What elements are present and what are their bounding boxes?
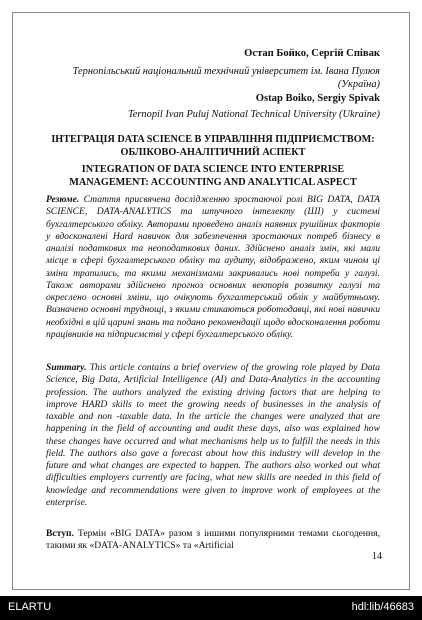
abstract-ukrainian-lead: Резюме.	[46, 194, 80, 205]
authors-english: Ostap Boiko, Sergiy Spivak	[255, 93, 380, 104]
introduction-paragraph	[46, 528, 380, 553]
introduction-lead: Вступ.	[46, 528, 74, 539]
page-number: 14	[372, 551, 382, 562]
article-title-english: INTEGRATION OF DATA SCIENCE INTO ENTERPRISE MANAGEMENT: ACCOUNTING AND ANALYTICAL ASPECT	[69, 164, 357, 188]
repository-footer-bar	[0, 596, 422, 620]
article-title-ukrainian: ІНТЕГРАЦІЯ DATA SCIENCE В УПРАВЛІННЯ ПІДПРИЄМСТВОМ: ОБЛІКОВО-АНАЛІТИЧНИЙ АСПЕКТ	[51, 134, 375, 158]
abstract-english-text: This article contains a brief overview of the growing role played by Data Science, Big Data, Artificial Intelligence (AI) and Data-Analytics in the accounting profession. The authors analyzed the existing driving factors that are helping to improve HARD skills to meet the growing needs of businesses in the analysis of taxable and non -taxable data. In the article the changes were analyzed that are happening in the field of accounting and audit these days, also was explained how these changes have occurred and what mechanisms help us to fulfill the needs in this field. The authors also gave a forecast about how this industry will develop in the future and what changes are expected to happen. The authors also worked out what difficulties employers currently are facing, what new skills are needed in this field of knowledge and recommendations were given to improve work of employees at the enterprise.	[46, 362, 380, 508]
abstract-english	[46, 362, 380, 509]
abstract-ukrainian-text: Стаття присвячена дослідженню зростаючої ролі BIG DATA, DATA SCIENCE, DATA-ANALYTICS та штучного інтелекту (ШІ) у системі бухгалтерського обліку. Авторами проведено аналіз наявних рушійних факторів у вдосконалені Hard навичок для забезпечення зростаючих потреб бізнесу в аналізі податкових та неоподаткових даних. Здійснено аналіз змін, які мали місце в сфері бухгалтерського обліку та аудиту, відображено, яким чином ці зміни трапились, та якими механізмами закривались нові потреби у галузі. Також авторами здійснено прогноз основних векторів розвитку галузі та окреслено основні зміни, що очікують бухгалтерський облік у майбутньому. Визначено основні труднощі, з якими стикаються роботодавці, які нові навички необхідні в цій царині знань та подано рекомендації щодо вдосконалення роботи працівників на підприємстві у сфері бухгалтерського обліку.	[46, 194, 380, 340]
repository-name: ELARTU	[8, 601, 52, 613]
handle-identifier: hdl:lib/46683	[351, 601, 414, 613]
abstract-ukrainian	[46, 194, 380, 341]
introduction-text: Термін «BIG DATA» разом з іншими популярними темами сьогодення, такими як «DATA-ANALYTICS» та «Artificial	[46, 528, 380, 552]
abstract-english-lead: Summary.	[46, 362, 87, 373]
authors-ukrainian: Остап Бойко, Сергій Співак	[244, 48, 380, 59]
affiliation-ukrainian: Тернопільський національний технічний університет ім. Івана Пулюя (Україна)	[72, 66, 380, 90]
affiliation-english: Ternopil Ivan Puluj National Technical University (Ukraine)	[127, 109, 380, 120]
